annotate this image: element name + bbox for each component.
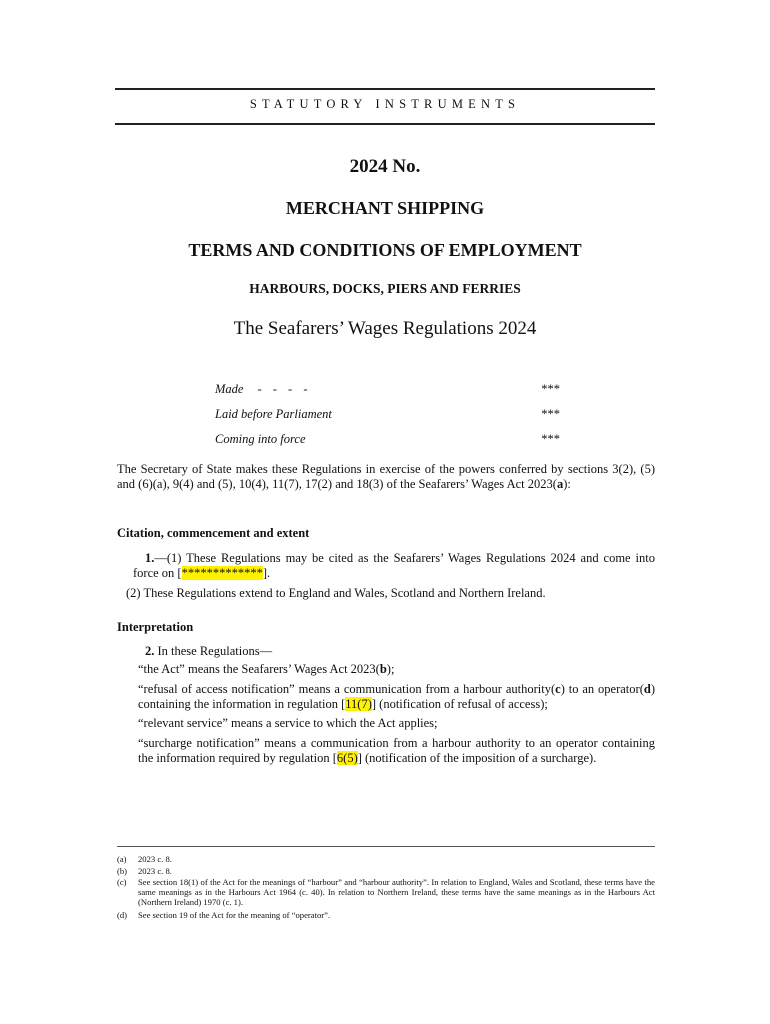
date-label: Coming into force	[215, 432, 306, 446]
top-rule	[115, 88, 655, 90]
footnote-mark: (a)	[117, 854, 127, 864]
footnote-text: 2023 c. 8.	[138, 854, 172, 864]
banner-rule	[115, 123, 655, 125]
date-row-laid	[215, 402, 560, 427]
regulation-1-para-1: 1.—(1) These Regulations may be cited as the Seafarers’ Wages Regulations 2024 and come into force on [*************].	[133, 551, 655, 580]
banner: STATUTORY INSTRUMENTS	[249, 97, 521, 111]
highlighted-date-placeholder: *************	[181, 565, 263, 580]
subsubject-heading: TERMS AND CONDITIONS OF EMPLOYMENT	[188, 240, 582, 260]
date-dashes: - - - -	[257, 382, 312, 396]
footnote-b	[117, 866, 655, 876]
footnote-c	[117, 877, 655, 908]
preamble: The Secretary of State makes these Regulations in exercise of the powers conferred by sections 3(2), (5) and (6)(a), 9(4) and (5), 10(4), 11(7), 17(2) and 18(3) of the Seafarers’ Wages Act 2023(a):	[117, 462, 655, 491]
regulation-1-para-2: (2) These Regulations extend to England and Wales, Scotland and Northern Ireland.	[126, 586, 546, 600]
subject-heading: MERCHANT SHIPPING	[285, 198, 485, 218]
footnote-mark: (c)	[117, 877, 127, 887]
date-row-made	[215, 377, 560, 402]
definition-surcharge-notification: “surcharge notification” means a communication from a harbour authority to an operator containing the information required by regulation [6(5)] (notification of the imposition of a surcharge).	[138, 736, 655, 765]
footnote-text: See section 19 of the Act for the meaning of “operator”.	[138, 910, 331, 920]
footnote-ref-a[interactable]: a	[556, 476, 564, 491]
footnote-rule	[117, 846, 655, 847]
date-value: ***	[541, 432, 560, 446]
document-title: The Seafarers’ Wages Regulations 2024	[233, 318, 537, 339]
highlighted-regulation-ref: 11(7)	[345, 696, 372, 711]
footnote-ref-d[interactable]: d	[643, 682, 651, 696]
regulation-2-intro: 2. In these Regulations—	[145, 644, 273, 658]
footnote-text: See section 18(1) of the Act for the meanings of “harbour” and “harbour authority”. In relation to England, Wales and Scotland, these terms have the same meanings as in the Harbours Act 1964 (c. 40). In relation to Northern Ireland, these terms have the same meanings as in the Harbours Act (Northern Ireland) 1970 (c. 1).	[138, 877, 655, 908]
definition-the-act: “the Act” means the Seafarers’ Wages Act 2023(b);	[138, 662, 395, 676]
date-value: ***	[541, 407, 560, 421]
subsubject2-heading: HARBOURS, DOCKS, PIERS AND FERRIES	[249, 281, 521, 296]
section-heading-citation: Citation, commencement and extent	[117, 526, 310, 540]
regulation-number: 1.	[145, 551, 155, 565]
definition-relevant-service: “relevant service” means a service to which the Act applies;	[138, 716, 438, 730]
highlighted-regulation-ref: 6(5)	[336, 750, 358, 765]
footnote-ref-c[interactable]: c	[555, 682, 561, 696]
instrument-number: 2024 No.	[349, 156, 421, 177]
footnote-d	[117, 910, 655, 920]
footnote-mark: (d)	[117, 910, 128, 920]
date-row-coming-into-force	[215, 427, 560, 452]
footnote-a	[117, 854, 655, 864]
section-heading-interpretation: Interpretation	[117, 620, 194, 634]
date-label: Laid before Parliament	[215, 407, 332, 421]
date-value: ***	[541, 382, 560, 396]
footnote-mark: (b)	[117, 866, 128, 876]
dates-table	[215, 377, 560, 452]
regulation-number: 2.	[145, 644, 155, 658]
definition-refusal-of-access-notification: “refusal of access notification” means a communication from a harbour authority(c) to an operator(d) containing the information in regulation [11(7)] (notification of refusal of access);	[138, 682, 655, 711]
footnote-ref-b[interactable]: b	[379, 662, 387, 676]
footnote-text: 2023 c. 8.	[138, 866, 172, 876]
date-label: Made	[215, 382, 244, 396]
